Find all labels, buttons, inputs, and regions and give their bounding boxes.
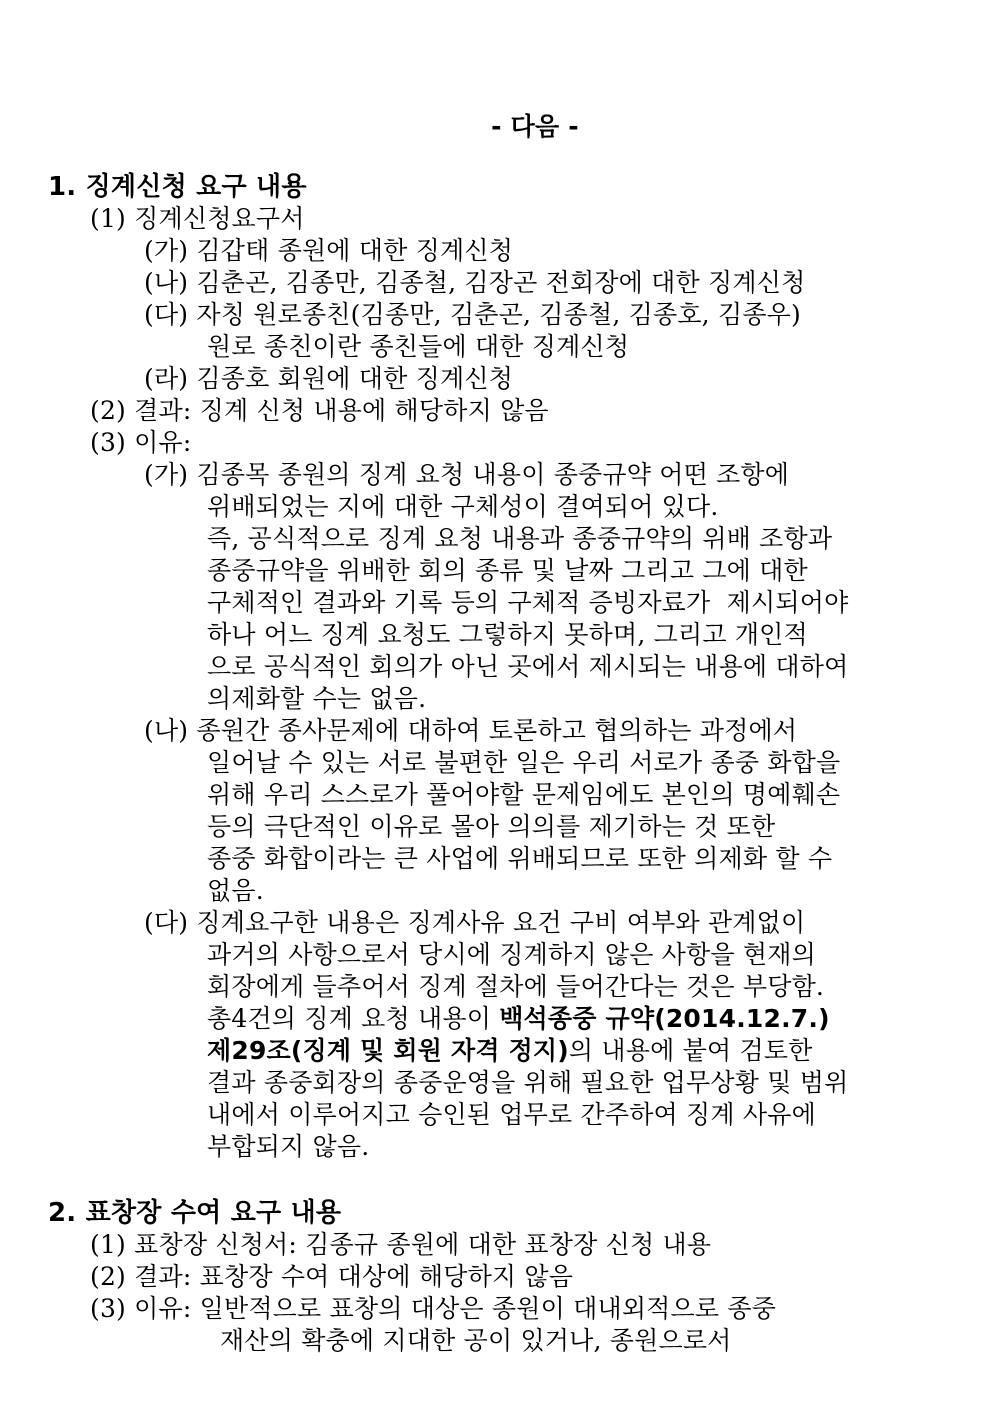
reason-da-line: 과거의 사항으로서 당시에 징계하지 않은 사항을 현재의	[207, 940, 816, 969]
reason-ga-line: (가) 김종목 종원의 징계 요청 내용이 종중규약 어떤 조항에	[144, 460, 790, 489]
reason-ga-line: 위배되었는 지에 대한 구체성이 결여되어 있다.	[207, 492, 719, 521]
page-title: - 다음 -	[491, 112, 579, 141]
reason-da-line: 결과 종중회장의 종중운영을 위해 필요한 업무상황 및 범위	[207, 1068, 849, 1097]
section1-sub-na: (나) 김춘곤, 김종만, 김종철, 김장곤 전회장에 대한 징계신청	[144, 268, 806, 297]
reason-na-line: 일어날 수 있는 서로 불편한 일은 우리 서로가 종중 화합을	[207, 748, 841, 777]
reason-ga-line: 하나 어느 징계 요청도 그렇하지 못하며, 그리고 개인적	[207, 620, 808, 649]
reason-ga-line: 구체적인 결과와 기록 등의 구체적 증빙자료가 제시되어야	[207, 588, 849, 617]
reason-da-line: (다) 징계요구한 내용은 징계사유 요건 구비 여부와 관계없이	[144, 908, 806, 937]
reason-na-line: 종중 화합이라는 큰 사업에 위배되므로 또한 의제화 할 수	[207, 844, 833, 873]
section2-item1: (1) 표창장 신청서: 김종규 종원에 대한 표창장 신청 내용	[90, 1230, 712, 1259]
section1-item3: (3) 이유:	[90, 428, 192, 457]
reason-da-line	[207, 1004, 830, 1034]
reason-na-line: 등의 극단적인 이유로 몰아 의의를 제기하는 것 또한	[207, 812, 776, 841]
reason-da-line: 회장에게 들추어서 징계 절차에 들어간다는 것은 부당함.	[207, 972, 825, 1001]
reason-ga-line: 즉, 공식적으로 징계 요청 내용과 종중규약의 위배 조항과	[207, 524, 833, 553]
section2-heading: 2. 표창장 수여 요구 내용	[48, 1198, 342, 1228]
reason-da-line	[207, 1036, 813, 1066]
section2-item3-line1: (3) 이유: 일반적으로 표창의 대상은 종원이 대내외적으로 종중	[90, 1294, 777, 1323]
article-reference: 제29조(징계 및 회원 자격 정지)	[207, 1036, 569, 1065]
section2-item2: (2) 결과: 표창장 수여 대상에 해당하지 않음	[90, 1262, 574, 1291]
reason-na-line: 없음.	[207, 876, 264, 905]
section1-heading: 1. 징계신청 요구 내용	[48, 172, 307, 202]
reason-da-line: 내에서 이루어지고 승인된 업무로 간주하여 징계 사유에	[207, 1100, 816, 1129]
reason-da-line: 부합되지 않음.	[207, 1132, 370, 1161]
reason-ga-line: 으로 공식적인 회의가 아닌 곳에서 제시되는 내용에 대하여	[207, 652, 849, 681]
section1-item2: (2) 결과: 징계 신청 내용에 해당하지 않음	[90, 396, 549, 425]
section1-item1: (1) 징계신청요구서	[90, 204, 305, 233]
section1-sub-da-line2: 원로 종친이란 종친들에 대한 징계신청	[207, 332, 630, 361]
reason-na-line: 위해 우리 스스로가 풀어야할 문제임에도 본인의 명예훼손	[207, 780, 841, 809]
reason-da-plain-text: 총4건의 징계 요청 내용이	[207, 1004, 500, 1033]
section1-sub-ga: (가) 김갑태 종원에 대한 징계신청	[144, 236, 514, 265]
bylaw-reference: 백석종중 규약(2014.12.7.)	[499, 1004, 830, 1033]
reason-da-plain-text: 의 내용에 붙여 검토한	[568, 1036, 813, 1065]
section1-sub-ra: (라) 김종호 회원에 대한 징계신청	[144, 364, 514, 393]
section1-sub-da-line1: (다) 자칭 원로종친(김종만, 김춘곤, 김종철, 김종호, 김종우)	[144, 300, 801, 329]
reason-na-line: (나) 종원간 종사문제에 대하여 토론하고 협의하는 과정에서	[144, 716, 798, 745]
section2-item3-line2: 재산의 확충에 지대한 공이 있거나, 종원으로서	[220, 1326, 732, 1355]
reason-ga-line: 의제화할 수는 없음.	[207, 684, 427, 713]
reason-ga-line: 종중규약을 위배한 회의 종류 및 날짜 그리고 그에 대한	[207, 556, 808, 585]
